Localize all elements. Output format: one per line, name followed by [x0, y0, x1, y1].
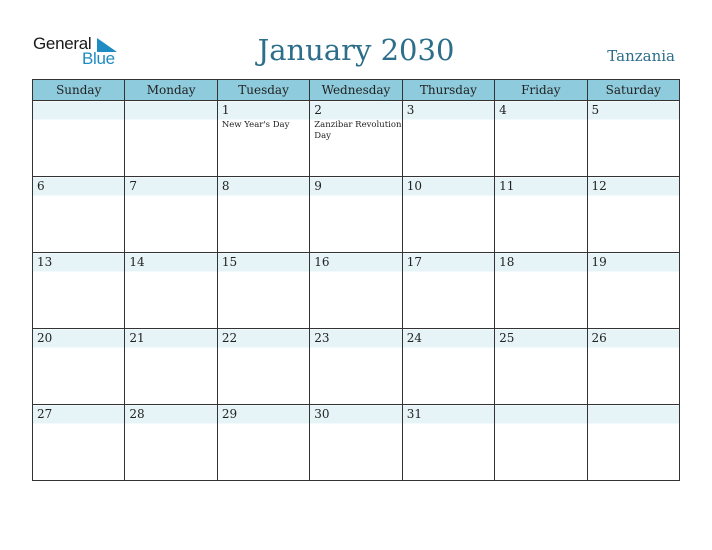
day-number: 8	[221, 179, 230, 193]
weekday-header: Monday	[125, 80, 217, 101]
day-cell	[587, 405, 679, 481]
day-cell	[33, 405, 125, 481]
day-number: 13	[37, 255, 53, 269]
week-row	[33, 101, 680, 177]
day-number: 23	[314, 331, 330, 345]
day-cell	[495, 177, 587, 253]
calendar-title: January 2030	[257, 33, 455, 67]
day-number: 27	[37, 407, 53, 421]
weekday-header-row	[33, 80, 680, 101]
day-number: 3	[406, 103, 415, 117]
day-number: 12	[591, 179, 607, 193]
day-cell	[125, 405, 217, 481]
holiday-label	[218, 270, 309, 272]
weekday-header: Saturday	[587, 80, 679, 101]
calendar-grid	[32, 79, 680, 481]
holiday-label	[33, 346, 124, 348]
day-cell	[310, 177, 402, 253]
holiday-label	[310, 346, 401, 348]
day-cell	[217, 405, 309, 481]
weekday-header: Friday	[495, 80, 587, 101]
day-cell	[402, 405, 494, 481]
holiday-label: New Year's Day	[221, 120, 290, 130]
day-cell	[495, 405, 587, 481]
day-number: 1	[221, 103, 230, 117]
holiday-label	[588, 406, 679, 408]
day-number: 10	[406, 179, 422, 193]
holiday-label	[495, 270, 586, 272]
day-number: 21	[129, 331, 145, 345]
holiday-label	[33, 270, 124, 272]
day-number: 16	[314, 255, 330, 269]
holiday-label	[588, 194, 679, 196]
day-number: 30	[314, 407, 330, 421]
day-cell	[217, 329, 309, 405]
day-number: 25	[499, 331, 515, 345]
day-number: 20	[37, 331, 53, 345]
holiday-label	[495, 118, 586, 120]
holiday-label	[125, 346, 216, 348]
week-row	[33, 405, 680, 481]
week-row	[33, 253, 680, 329]
day-number: 22	[221, 331, 238, 345]
day-cell	[33, 101, 125, 177]
holiday-label	[495, 194, 586, 196]
holiday-label	[218, 194, 309, 196]
day-cell	[587, 253, 679, 329]
day-number: 19	[591, 255, 607, 269]
day-cell	[125, 177, 217, 253]
day-number: 5	[591, 103, 600, 117]
day-cell	[402, 177, 494, 253]
holiday-label	[218, 346, 309, 348]
day-number: 7	[129, 179, 138, 193]
day-number: 9	[314, 179, 322, 193]
day-cell	[495, 101, 587, 177]
holiday-label	[403, 422, 494, 424]
day-number: 11	[499, 179, 515, 193]
holiday-label	[310, 422, 401, 424]
holiday-label	[218, 422, 309, 424]
day-number: 24	[406, 331, 422, 345]
holiday-label	[403, 194, 494, 196]
day-cell	[310, 101, 402, 177]
holiday-label	[33, 194, 124, 196]
day-number: 31	[406, 407, 422, 421]
day-number: 28	[129, 407, 145, 421]
day-number: 17	[406, 255, 422, 269]
day-cell	[125, 329, 217, 405]
day-cell	[33, 177, 125, 253]
weekday-header: Sunday	[33, 80, 125, 101]
holiday-label	[125, 270, 216, 272]
holiday-label	[588, 270, 679, 272]
day-cell	[402, 329, 494, 405]
holiday-label	[33, 102, 124, 104]
holiday-label	[495, 406, 586, 408]
day-cell	[402, 253, 494, 329]
holiday-label	[33, 422, 124, 424]
day-number: 4	[499, 103, 507, 117]
week-row	[33, 329, 680, 405]
holiday-label	[588, 346, 679, 348]
day-cell	[217, 177, 309, 253]
week-row	[33, 177, 680, 253]
day-cell	[33, 329, 125, 405]
holiday-label	[588, 118, 679, 120]
holiday-label	[495, 346, 586, 348]
day-cell	[125, 253, 217, 329]
day-cell	[587, 101, 679, 177]
holiday-label	[125, 422, 216, 424]
day-cell	[495, 329, 587, 405]
holiday-label	[403, 270, 494, 272]
day-number: 15	[221, 255, 238, 269]
day-number: 6	[37, 179, 45, 193]
logo-text-blue: Blue	[82, 49, 115, 68]
holiday-label: Zanzibar Revolution Day	[314, 120, 402, 141]
day-number: 14	[129, 255, 145, 269]
day-cell	[310, 253, 402, 329]
holiday-label	[125, 194, 216, 196]
day-cell	[587, 329, 679, 405]
day-cell	[402, 101, 494, 177]
day-number: 29	[221, 407, 238, 421]
day-number: 26	[591, 331, 607, 345]
holiday-label	[403, 346, 494, 348]
day-cell	[495, 253, 587, 329]
day-number: 2	[314, 103, 322, 117]
day-cell	[217, 101, 309, 177]
weekday-header: Thursday	[402, 80, 494, 101]
weekday-header: Wednesday	[310, 80, 402, 101]
day-cell	[587, 177, 679, 253]
holiday-label	[125, 102, 216, 104]
holiday-label	[310, 194, 401, 196]
logo-text-general: General	[33, 34, 92, 53]
day-cell	[310, 405, 402, 481]
day-cell	[310, 329, 402, 405]
day-number: 18	[499, 255, 515, 269]
country-label: Tanzania	[607, 47, 675, 65]
day-cell	[33, 253, 125, 329]
weekday-header: Tuesday	[217, 80, 309, 101]
day-cell	[125, 101, 217, 177]
holiday-label	[310, 270, 401, 272]
holiday-label	[403, 118, 494, 120]
day-cell	[217, 253, 309, 329]
